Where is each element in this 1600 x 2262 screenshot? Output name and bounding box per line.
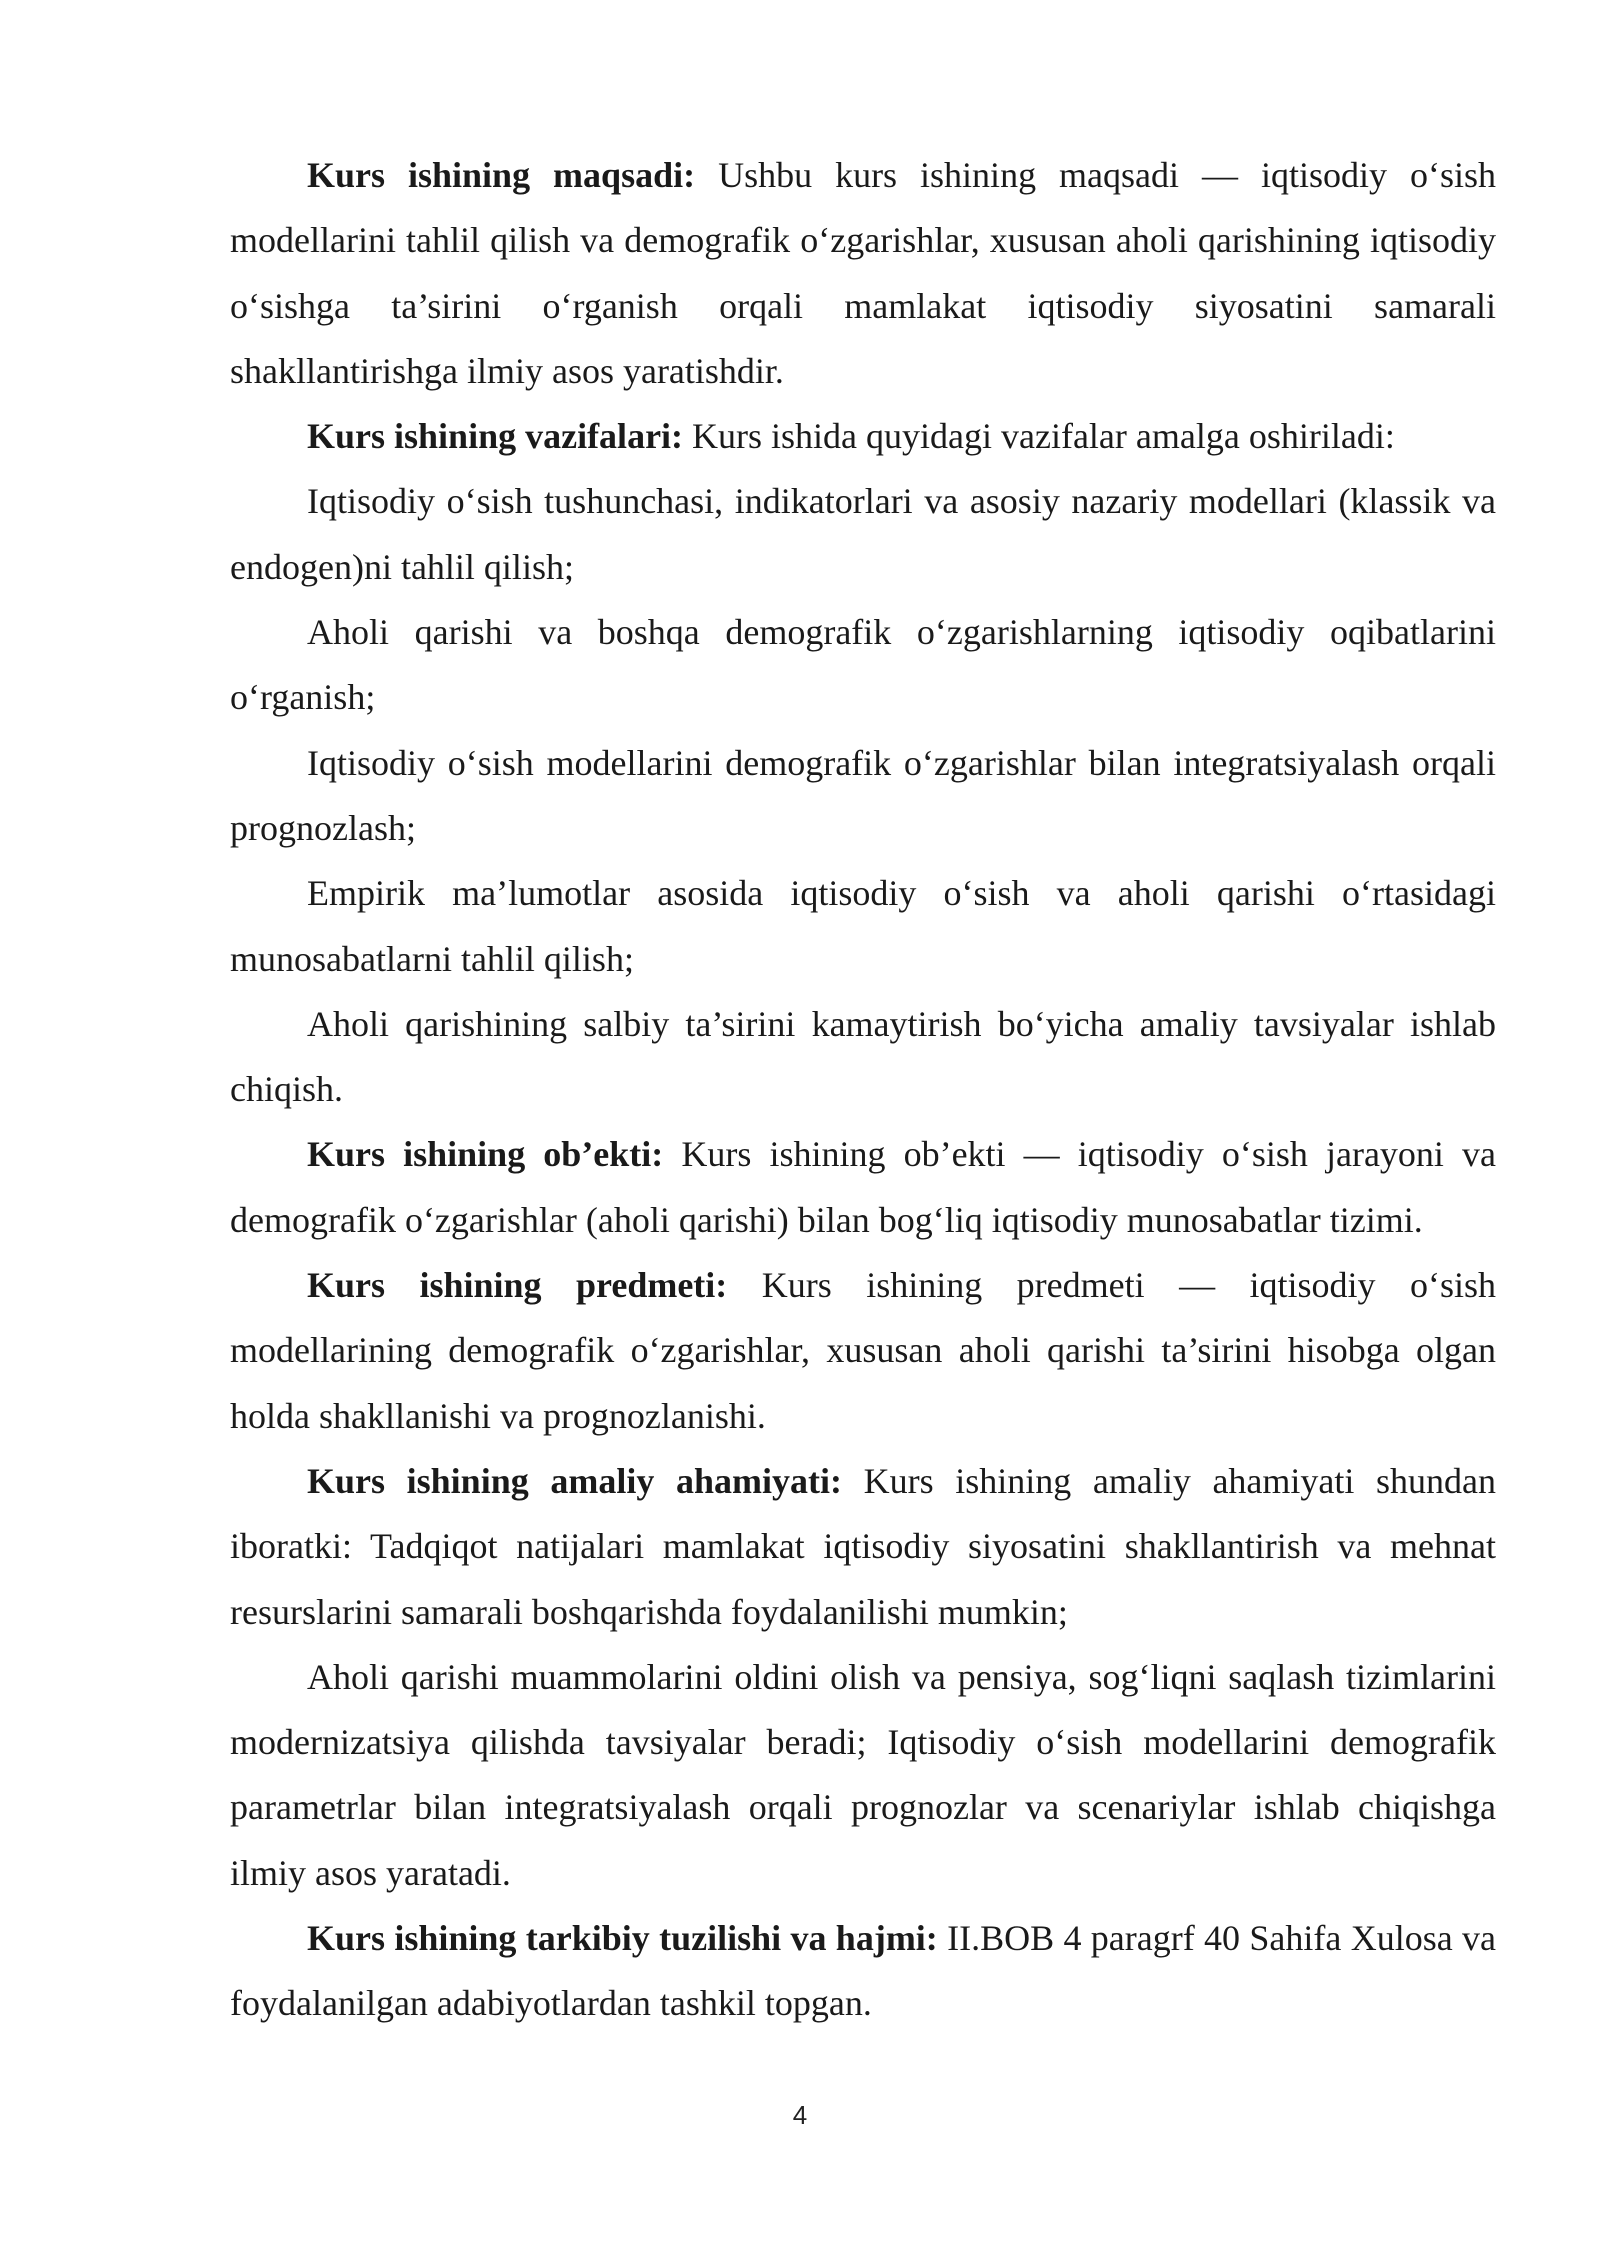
paragraph-obekti [230,1122,1496,1253]
paragraph-label: Kurs ishining maqsadi: [307,155,696,195]
paragraph-label: Kurs ishining predmeti: [307,1265,728,1306]
paragraph-text: Iqtisodiy o‘sish modellarini demografik o‘zgarishlar bilan integratsiyalash orqali prognozlash; [230,742,1496,848]
paragraph-label: Kurs ishining amaliy ahamiyati: [307,1460,842,1501]
paragraph-recommendations [230,1645,1496,1906]
paragraph-vazifalari [230,404,1496,469]
paragraph-text: Kurs ishining ob’ekti — iqtisodiy o‘sish jarayoni va demografik o‘zgarishlar (aholi qarishi) bilan bog‘liq iqtisodiy munosabatlar tizimi. [230,1134,1496,1240]
paragraph-text: Kurs ishining predmeti — iqtisodiy o‘sish modellarining demografik o‘zgarishlar, xususan aholi qarishi ta’sirini hisobga olgan holda shakllanishi va prognozlanishi. [230,1265,1496,1436]
paragraph-label: Kurs ishining tarkibiy tuzilishi va hajmi: [307,1918,938,1959]
task-item [230,469,1496,600]
paragraph-text: Iqtisodiy o‘sish tushunchasi, indikatorlari va asosiy nazariy modellari (klassik va endogen)ni tahlil qilish; [230,481,1496,587]
task-item [230,861,1496,992]
paragraph-tarkibiy-tuzilishi [230,1906,1496,2037]
task-item [230,731,1496,862]
paragraph-text: Ushbu kurs ishining maqsadi — iqtisodiy o‘sish modellarini tahlil qilish va demografik o‘zgarishlar, xususan aholi qarishining iqtisodiy o‘sishga ta’sirini o‘rganish orqali mamlakat iqtisodiy siyosatini samarali shakllantirishga ilmiy asos yaratishdir. [230,155,1496,391]
paragraph-text: Kurs ishining amaliy ahamiyati shundan iboratki: Tadqiqot natijalari mamlakat iqtisodiy siyosatini shakllantirish va mehnat resurslarini samarali boshqarishda foydalanilishi mumkin; [230,1460,1497,1632]
paragraph-text: Aholi qarishi va boshqa demografik o‘zgarishlarning iqtisodiy oqibatlarini o‘rganish; [230,612,1496,718]
paragraph-amaliy-ahamiyati [230,1449,1496,1645]
paragraph-maqsadi [230,143,1496,404]
paragraph-predmeti [230,1253,1496,1449]
page-number: 4 [792,2100,808,2130]
paragraph-text: Empirik ma’lumotlar asosida iqtisodiy o‘sish va aholi qarishi o‘rtasidagi munosabatlarni tahlil qilish; [230,873,1496,979]
paragraph-label: Kurs ishining ob’ekti: [307,1134,664,1175]
page-body [230,143,1496,2037]
task-item [230,600,1496,731]
paragraph-text: II.BOB 4 paragrf 40 Sahifa Xulosa va foydalanilgan adabiyotlardan tashkil topgan. [230,1918,1496,2024]
paragraph-text: Aholi qarishining salbiy ta’sirini kamaytirish bo‘yicha amaliy tavsiyalar ishlab chiqish. [230,1003,1496,1110]
task-item [230,992,1496,1123]
paragraph-text: Kurs ishida quyidagi vazifalar amalga oshiriladi: [683,416,1395,457]
paragraph-label: Kurs ishining vazifalari: [307,416,684,457]
paragraph-text: Aholi qarishi muammolarini oldini olish va pensiya, sog‘liqni saqlash tizimlarini modernizatsiya qilishda tavsiyalar beradi; Iqtisodiy o‘sish modellarini demografik parametrlar bilan integratsiyalash orqali prognozlar va scenariylar ishlab chiqishga ilmiy asos yaratadi. [230,1656,1496,1893]
